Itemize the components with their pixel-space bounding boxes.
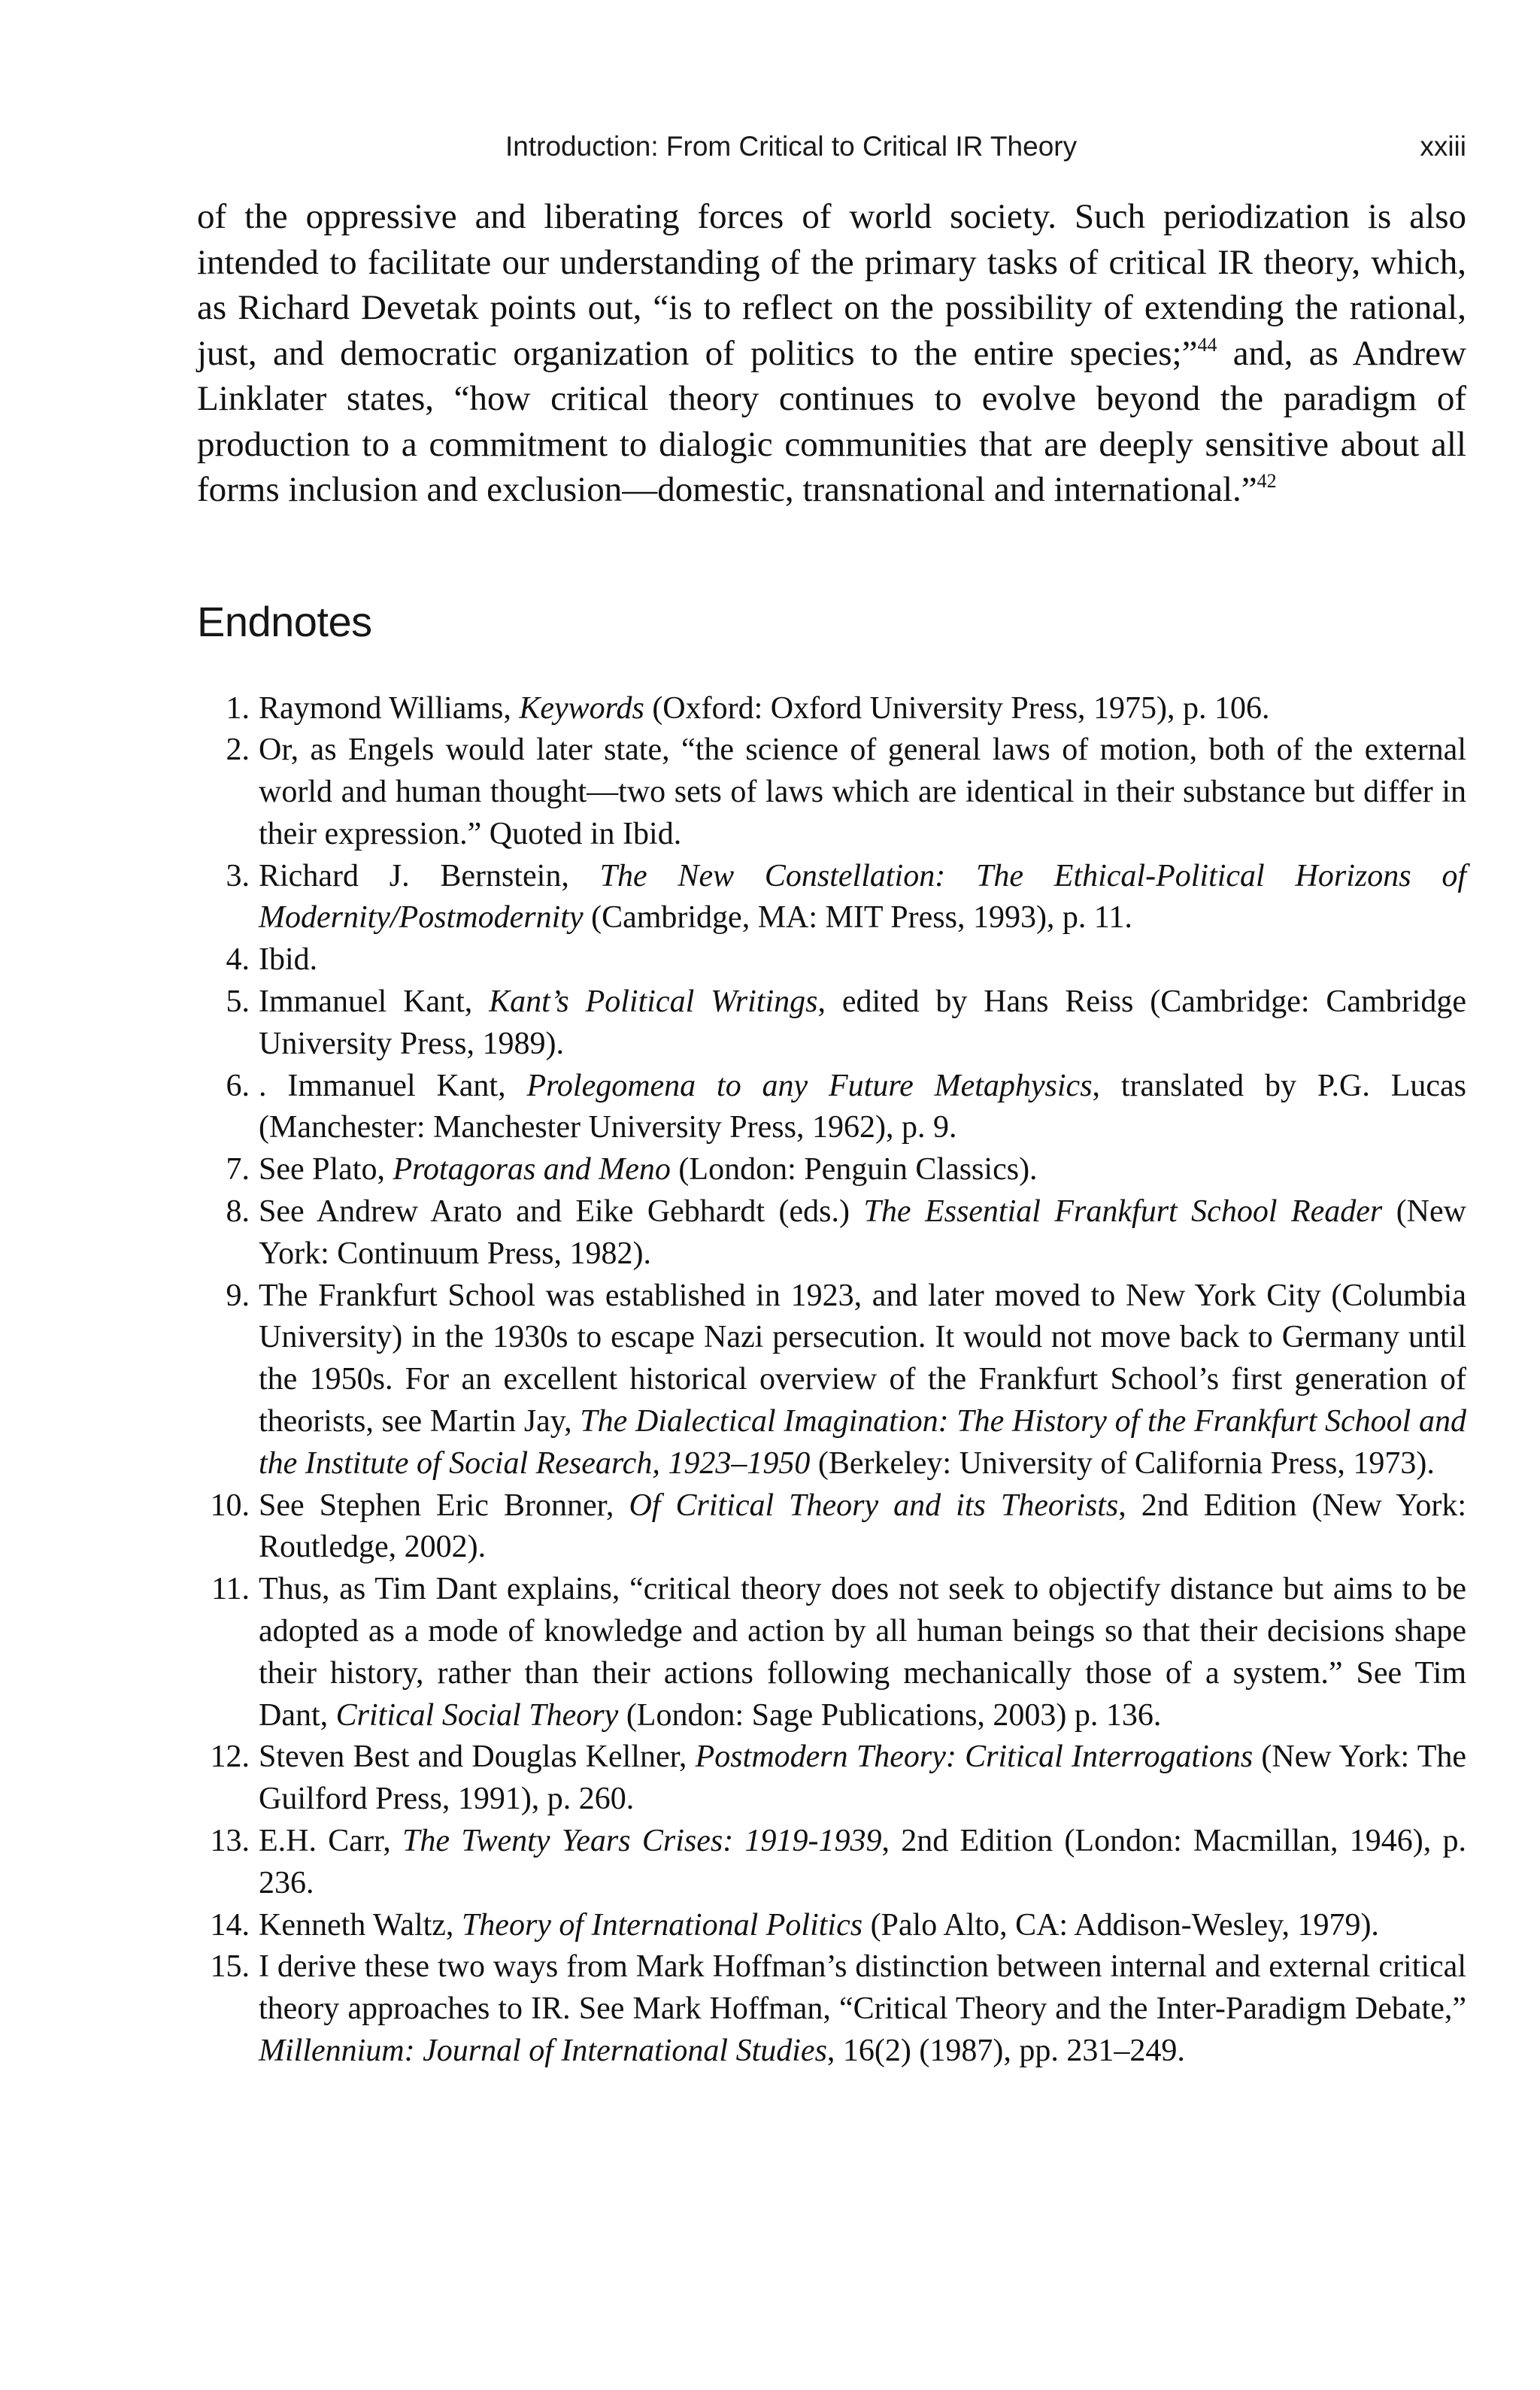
paragraph-text: of the oppressive and liberating forces of world society. Such periodization is also intended to facilitate our understanding of the primary tasks of critical IR theory, which, as Richard Devetak points out, “is to reflect on the possibility of extending the rational, just, and democratic organization of politics to the entire species;” xyxy=(197,197,1466,373)
endnote-text: (Palo Alto, CA: Addison-Wesley, 1979). xyxy=(862,1907,1379,1943)
endnote-number: 7. xyxy=(226,1152,250,1187)
endnote-text: , 16(2) (1987), pp. 231–249. xyxy=(826,2034,1185,2068)
endnote-text: Richard J. Bernstein, xyxy=(259,858,600,893)
endnote xyxy=(197,1275,1466,1485)
endnote-number: 12. xyxy=(210,1739,250,1775)
endnote-text: Ibid. xyxy=(259,942,318,978)
paragraph-text: and, as Andrew Linklater states, “how critical theory continues to evolve beyond the paradigm of production to a commitment to dialogic communities that are deeply sensitive about all forms inclusion and exclusion—domestic, transnational and international.” xyxy=(197,333,1466,509)
endnote-text: E.H. Carr, xyxy=(259,1824,402,1859)
endnote-text: See Andrew Arato and Eike Gebhardt (eds.) xyxy=(259,1194,864,1230)
endnote-text: . Immanuel Kant, xyxy=(259,1068,527,1103)
endnote-text: (Berkeley: University of California Press, 1973). xyxy=(810,1445,1435,1481)
endnote-number: 13. xyxy=(210,1824,250,1859)
endnote-title: Protagoras and Meno xyxy=(393,1152,671,1187)
endnote xyxy=(197,981,1466,1066)
endnote-text: (Oxford: Oxford University Press, 1975), p. 106. xyxy=(644,690,1270,726)
endnote-text: See Stephen Eric Bronner, xyxy=(259,1488,629,1523)
endnote-text: See Plato, xyxy=(259,1152,393,1187)
endnote-title: Millennium: Journal of International Studies xyxy=(259,2034,827,2068)
endnote-title: Theory of International Politics xyxy=(461,1907,863,1943)
endnote-text: , edited by Hans Reiss (Cambridge: Cambridge University Press, 1989). xyxy=(259,984,1466,1061)
endnote-number: 4. xyxy=(226,942,250,978)
endnote-number: 14. xyxy=(210,1907,250,1943)
note-reference: 44 xyxy=(1197,333,1217,356)
endnote-text: Thus, as Tim Dant explains, “critical theory does not seek to objectify distance but aims to be adopted as a mode of knowledge and action by all human beings so that their decisions shape their history, rather than their actions following mechanically those of a system.” See Tim Dant, xyxy=(259,1572,1466,1733)
endnote-title: Prolegomena to any Future Metaphysics xyxy=(526,1068,1093,1103)
endnote xyxy=(197,1946,1466,2072)
running-title: Introduction: From Critical to Critical IR Theory xyxy=(505,131,1078,162)
endnote-title: Critical Social Theory xyxy=(335,1697,619,1733)
endnote-number: 2. xyxy=(226,732,250,768)
endnote-text: , translated by P.G. Lucas (Manchester: Manchester University Press, 1962), p. 9. xyxy=(259,1068,1466,1145)
endnote xyxy=(197,1736,1466,1821)
endnote-text: Steven Best and Douglas Kellner, xyxy=(259,1739,696,1775)
endnote-title: Of Critical Theory and its Theorists xyxy=(629,1488,1119,1523)
endnote-text: , 2nd Edition (London: Macmillan, 1946), p. 236. xyxy=(259,1824,1466,1900)
endnote xyxy=(197,1191,1466,1275)
endnote xyxy=(197,1569,1466,1736)
endnote-text: Raymond Williams, xyxy=(259,690,520,726)
running-head xyxy=(197,120,1466,165)
page-number: xxiii xyxy=(1420,131,1466,162)
endnote-text: , 2nd Edition (New York: Routledge, 2002). xyxy=(259,1488,1466,1565)
endnote-number: 9. xyxy=(226,1278,250,1313)
endnotes-list xyxy=(197,688,1466,2073)
endnote-text: (London: Sage Publications, 2003) p. 136. xyxy=(618,1697,1162,1733)
endnote-text: (New York: Continuum Press, 1982). xyxy=(259,1194,1466,1271)
endnote-text: I derive these two ways from Mark Hoffman’s distinction between internal and external critical theory approaches to IR. See Mark Hoffman, “Critical Theory and the Inter-Paradigm Debate,” xyxy=(259,1949,1466,2027)
endnote-title: The New Constellation: The Ethical-Political Horizons of Modernity/Postmodernity xyxy=(259,858,1467,936)
endnote-number: 11. xyxy=(211,1572,250,1607)
paragraph xyxy=(197,194,1466,513)
endnote-title: The Essential Frankfurt School Reader xyxy=(863,1194,1383,1230)
endnote-title: The Twenty Years Crises: 1919-1939 xyxy=(402,1824,882,1859)
endnote-title: Keywords xyxy=(519,690,644,726)
endnote-title: The Dialectical Imagination: The History of the Frankfurt School and the Institute of Social Research, 1923–1950 xyxy=(259,1404,1466,1481)
endnote xyxy=(197,688,1466,730)
endnote-number: 6. xyxy=(226,1068,250,1103)
endnote-text: (London: Penguin Classics). xyxy=(670,1152,1038,1187)
endnote-text: Or, as Engels would later state, “the science of general laws of motion, both of the external world and human thought—two sets of laws which are identical in their substance but differ in their expression.” Quoted in Ibid. xyxy=(259,732,1466,851)
endnote-number: 3. xyxy=(226,858,250,893)
endnote xyxy=(197,1149,1466,1191)
endnote xyxy=(197,939,1466,981)
endnote-text: Immanuel Kant, xyxy=(259,984,490,1020)
endnote-number: 8. xyxy=(226,1194,250,1230)
endnotes-heading: Endnotes xyxy=(197,597,372,645)
endnote-number: 5. xyxy=(226,984,250,1020)
endnote xyxy=(197,856,1466,940)
endnote-number: 10. xyxy=(210,1488,250,1523)
endnote xyxy=(197,1905,1466,1947)
endnote-number: 1. xyxy=(226,690,250,726)
endnote-title: Kant’s Political Writings xyxy=(489,984,818,1020)
endnote-title: Postmodern Theory: Critical Interrogations xyxy=(695,1739,1254,1775)
endnote xyxy=(197,1485,1466,1570)
endnote xyxy=(197,1066,1466,1150)
body-text xyxy=(197,194,1466,513)
endnote-text: (New York: The Guilford Press, 1991), p. 260. xyxy=(259,1739,1466,1817)
endnote-text: The Frankfurt School was established in 1923, and later moved to New York City (Columbia University) in the 1930s to escape Nazi persecution. It would not move back to Germany until the 1950s. For an excellent historical overview of the Frankfurt School’s first generation of theorists, see Martin Jay, xyxy=(259,1278,1466,1439)
endnote xyxy=(197,1821,1466,1905)
book-page xyxy=(197,120,1466,2073)
note-reference: 42 xyxy=(1257,470,1277,492)
endnote-text: Kenneth Waltz, xyxy=(259,1907,462,1943)
endnote-number: 15. xyxy=(210,1949,250,1985)
endnote-text: (Cambridge, MA: MIT Press, 1993), p. 11. xyxy=(583,900,1132,936)
endnote xyxy=(197,729,1466,855)
